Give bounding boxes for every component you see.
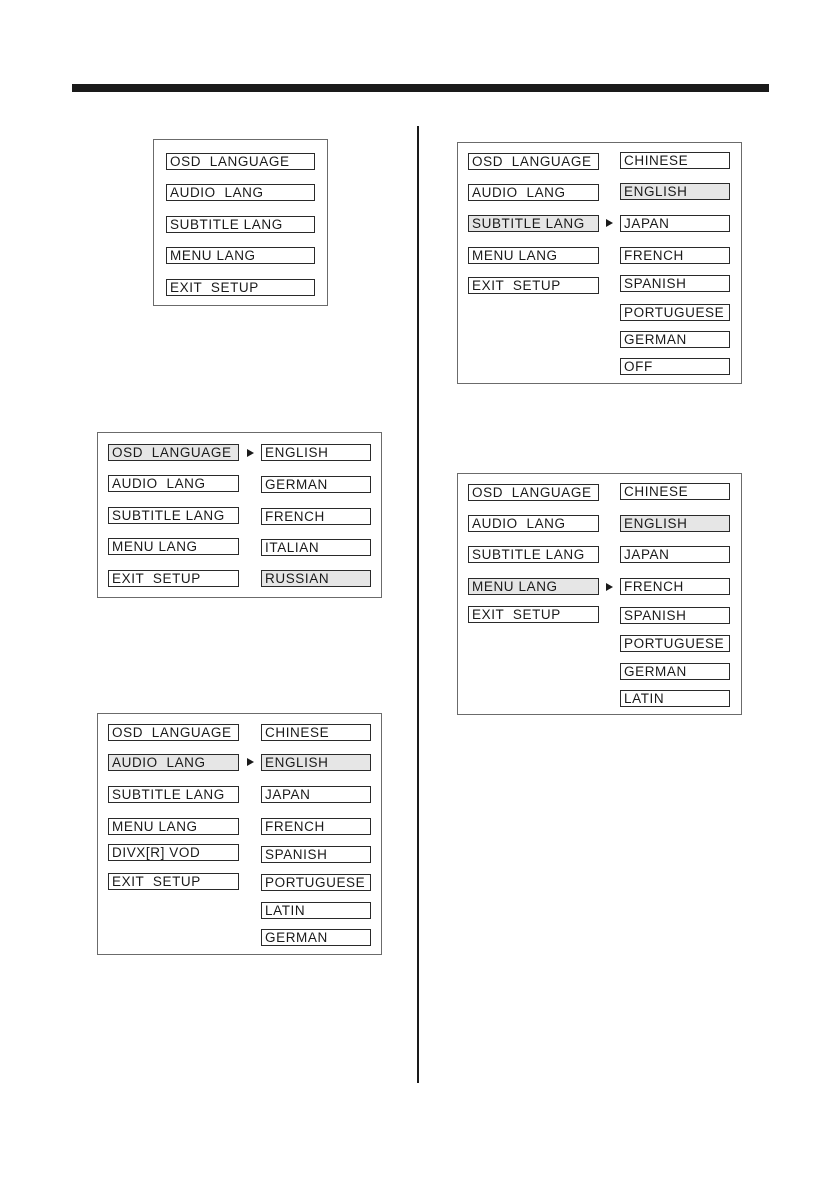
triangle-right-icon <box>606 583 613 591</box>
menu-item-subtitle-lang[interactable]: SUBTITLE LANG <box>468 215 599 232</box>
menu-item-divx-vod[interactable]: DIVX[R] VOD <box>108 844 239 861</box>
option-french[interactable]: FRENCH <box>620 578 730 595</box>
menu-item-subtitle-lang[interactable]: SUBTITLE LANG <box>468 546 599 563</box>
menu-lang-panel <box>457 473 742 715</box>
osd-language-panel <box>97 432 382 598</box>
menu-item-menu-lang[interactable]: MENU LANG <box>166 247 315 264</box>
triangle-right-icon <box>606 219 613 227</box>
menu-item-audio-lang[interactable]: AUDIO LANG <box>468 515 599 532</box>
option-spanish[interactable]: SPANISH <box>261 846 371 863</box>
menu-item-osd-language[interactable]: OSD LANGUAGE <box>468 153 599 170</box>
option-german[interactable]: GERMAN <box>620 663 730 680</box>
language-setup-menu-panel <box>153 139 328 306</box>
menu-item-subtitle-lang[interactable]: SUBTITLE LANG <box>108 507 239 524</box>
column-divider <box>417 126 419 1083</box>
menu-item-audio-lang[interactable]: AUDIO LANG <box>468 184 599 201</box>
menu-item-audio-lang[interactable]: AUDIO LANG <box>108 475 239 492</box>
menu-item-osd-language[interactable]: OSD LANGUAGE <box>108 724 239 741</box>
menu-item-exit-setup[interactable]: EXIT SETUP <box>166 279 315 296</box>
option-japan[interactable]: JAPAN <box>620 215 730 232</box>
menu-item-exit-setup[interactable]: EXIT SETUP <box>468 277 599 294</box>
option-english[interactable]: ENGLISH <box>261 444 371 461</box>
option-german[interactable]: GERMAN <box>261 929 371 946</box>
option-german[interactable]: GERMAN <box>261 476 371 493</box>
option-spanish[interactable]: SPANISH <box>620 275 730 292</box>
option-japan[interactable]: JAPAN <box>261 786 371 803</box>
option-latin[interactable]: LATIN <box>620 690 730 707</box>
menu-item-osd-language[interactable]: OSD LANGUAGE <box>166 153 315 170</box>
menu-item-menu-lang[interactable]: MENU LANG <box>108 818 239 835</box>
option-off[interactable]: OFF <box>620 358 730 375</box>
option-chinese[interactable]: CHINESE <box>620 483 730 500</box>
audio-lang-panel <box>97 713 382 955</box>
option-french[interactable]: FRENCH <box>261 508 371 525</box>
option-russian[interactable]: RUSSIAN <box>261 570 371 587</box>
menu-item-exit-setup[interactable]: EXIT SETUP <box>468 606 599 623</box>
menu-item-osd-language[interactable]: OSD LANGUAGE <box>468 484 599 501</box>
option-english[interactable]: ENGLISH <box>620 515 730 532</box>
menu-item-menu-lang[interactable]: MENU LANG <box>108 538 239 555</box>
option-english[interactable]: ENGLISH <box>261 754 371 771</box>
menu-item-subtitle-lang[interactable]: SUBTITLE LANG <box>108 786 239 803</box>
triangle-right-icon <box>247 758 254 766</box>
option-french[interactable]: FRENCH <box>261 818 371 835</box>
option-portuguese[interactable]: PORTUGUESE <box>261 874 371 891</box>
option-portuguese[interactable]: PORTUGUESE <box>620 635 730 652</box>
menu-item-osd-language[interactable]: OSD LANGUAGE <box>108 444 239 461</box>
option-chinese[interactable]: CHINESE <box>620 152 730 169</box>
option-chinese[interactable]: CHINESE <box>261 724 371 741</box>
menu-item-exit-setup[interactable]: EXIT SETUP <box>108 873 239 890</box>
subtitle-lang-panel <box>457 142 742 384</box>
option-latin[interactable]: LATIN <box>261 902 371 919</box>
menu-item-menu-lang[interactable]: MENU LANG <box>468 578 599 595</box>
option-french[interactable]: FRENCH <box>620 247 730 264</box>
option-italian[interactable]: ITALIAN <box>261 539 371 556</box>
option-english[interactable]: ENGLISH <box>620 183 730 200</box>
menu-item-menu-lang[interactable]: MENU LANG <box>468 247 599 264</box>
option-german[interactable]: GERMAN <box>620 331 730 348</box>
top-rule <box>72 84 769 92</box>
option-portuguese[interactable]: PORTUGUESE <box>620 304 730 321</box>
triangle-right-icon <box>247 449 254 457</box>
menu-item-exit-setup[interactable]: EXIT SETUP <box>108 570 239 587</box>
option-spanish[interactable]: SPANISH <box>620 607 730 624</box>
menu-item-subtitle-lang[interactable]: SUBTITLE LANG <box>166 216 315 233</box>
option-japan[interactable]: JAPAN <box>620 546 730 563</box>
menu-item-audio-lang[interactable]: AUDIO LANG <box>166 184 315 201</box>
menu-item-audio-lang[interactable]: AUDIO LANG <box>108 754 239 771</box>
